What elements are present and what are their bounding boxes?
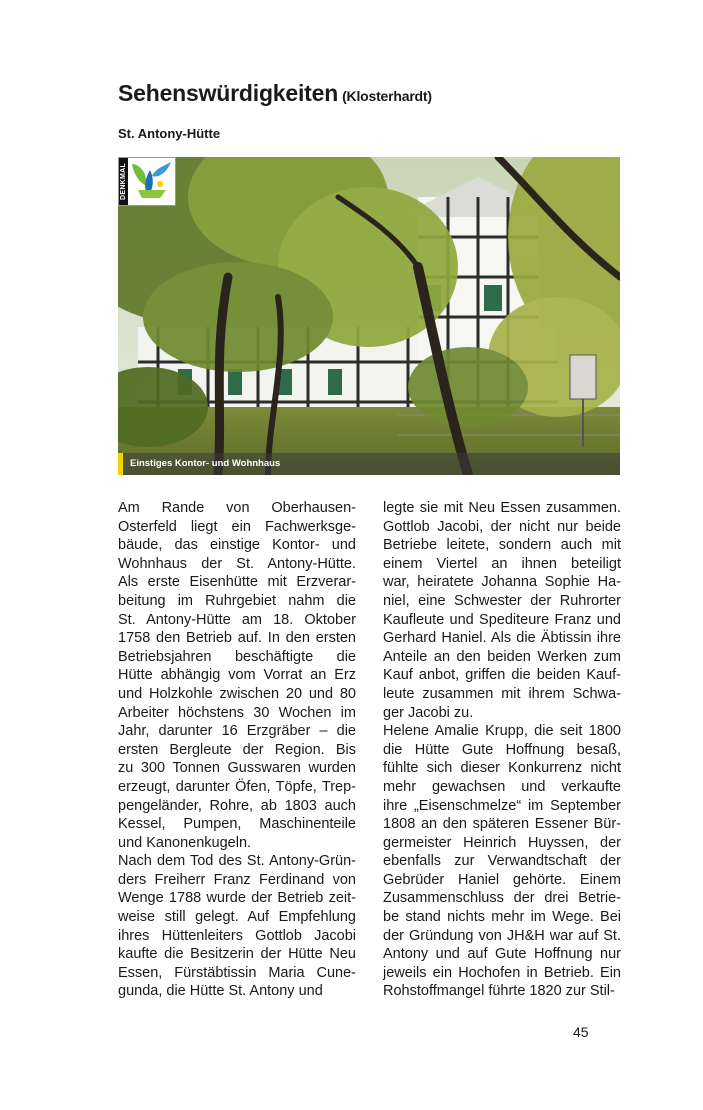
text-line: Als erste Eisenhütte mit Erzverar- [118, 574, 356, 591]
photo-caption-bar [118, 453, 620, 475]
denkmal-label: DENKMAL [119, 158, 128, 205]
page-title-location: (Klosterhardt) [342, 88, 432, 104]
text-line: pengeländer, Rohre, ab 1803 auch [118, 797, 356, 814]
text-line: Hütte abhängig vom Vorrat an Erz [118, 667, 356, 684]
text-line: der Gründung von JH&H war auf St. [383, 927, 621, 944]
text-line: ersten Bergleute der Region. Bis [118, 741, 356, 758]
text-line: Am Rande von Oberhausen- [118, 500, 356, 516]
page-number: 45 [573, 1024, 589, 1040]
text-line: germeister Heinrich Huyssen, der [383, 834, 621, 851]
text-line: bäude, das einstige Kontor- und [118, 537, 356, 554]
text-line: jeweils ein Hochofen in Betrieb. Ein [383, 964, 621, 981]
text-line: und Holzkohle zwischen 20 und 80 [118, 685, 356, 702]
text-line: ihre „Eisenschmelze“ im September [383, 797, 621, 814]
text-line: ger Jacobi zu. [383, 704, 474, 721]
text-line: erzeugt, darunter Öfen, Töpfe, Trep- [118, 778, 356, 795]
photo-illustration [118, 157, 620, 475]
text-line: zu 300 Tonnen Gusswaren wurden [118, 760, 356, 777]
page-title-main: Sehenswürdigkeiten [118, 80, 339, 106]
text-line: einem Viertel an ihnen beteiligt [383, 555, 621, 572]
page-title [118, 80, 432, 107]
text-line: mehr gewachsen und verkaufte [383, 778, 621, 795]
text-column-right [383, 499, 621, 1001]
text-line: Rohstoffmangel führte 1820 zur Stil- [383, 983, 615, 1000]
text-line: Gebrüder Haniel gehörte. Einem [383, 871, 621, 888]
text-line: ihres Hüttenleiters Gottlob Jacobi [118, 927, 356, 944]
text-line: ebenfalls zur Verwandtschaft der [383, 853, 621, 870]
text-line: war, heiratete Johanna Sophie Ha- [383, 574, 621, 591]
text-line: und Kanonenkugeln. [118, 834, 252, 851]
section-heading: St. Antony-Hütte [118, 126, 221, 141]
text-line: 1808 an den späteren Essener Bür- [383, 816, 621, 833]
text-line: Essen, Fürstäbtissin Maria Cune- [118, 964, 356, 981]
text-line: Jahr, darunter 16 Erzgräber – die [118, 723, 356, 740]
text-line: Helene Amalie Krupp, die seit 1800 [383, 723, 621, 740]
text-line: leute zusammen mit ihrem Schwa- [383, 685, 621, 702]
text-line: niel, eine Schwester der Ruhrorter [383, 592, 621, 609]
text-column-left [118, 499, 356, 1001]
text-line: St. Antony-Hütte am 18. Oktober [118, 611, 356, 628]
denkmal-badge [118, 157, 176, 206]
text-line: be stand nichts mehr im Wege. Bei [383, 909, 621, 926]
text-line: Arbeiter höchstens 30 Wochen im [118, 704, 356, 721]
text-line: die Hütte Gute Hoffnung besaß, [383, 741, 621, 758]
text-line: Kauf anbot, griffen die beiden Kauf- [383, 667, 621, 684]
text-line: Anteile an den beiden Werken zum [383, 648, 621, 665]
caption-marker [118, 453, 123, 475]
text-line: Nach dem Tod des St. Antony-Grün- [118, 853, 356, 870]
text-line: Betriebsjahren beschäftigte die [118, 648, 356, 665]
text-line: Kessel, Pumpen, Maschinenteile [118, 816, 356, 833]
text-line: Antony und auf Gute Hoffnung nur [383, 946, 621, 963]
text-line: Betriebe leitete, sondern auch mit [383, 537, 621, 554]
photo-caption: Einstiges Kontor- und Wohnhaus [130, 458, 281, 469]
text-line: Zusammenschluss der drei Betrie- [383, 890, 621, 907]
text-line: gunda, die Hütte St. Antony und [118, 983, 323, 1000]
text-line: fühlte sich dieser Konkurrenz nicht [383, 760, 621, 777]
text-line: beitung im Ruhrgebiet nahm die [118, 592, 356, 609]
text-line: kaufte die Besitzerin der Hütte Neu [118, 946, 356, 963]
text-line: Gottlob Jacobi, der nicht nur beide [383, 518, 621, 535]
text-line: Wohnhaus der St. Antony-Hütte. [118, 555, 356, 572]
photo-building [118, 157, 620, 475]
text-line: Kaufleute und Spediteure Franz und [383, 611, 621, 628]
text-line: 1758 den Betrieb auf. In den ersten [118, 630, 356, 647]
text-line: ders Freiherr Franz Ferdinand von [118, 871, 356, 888]
text-line: weise still gelegt. Auf Empfehlung [118, 909, 356, 926]
text-line: Gerhard Haniel. Als die Äbtissin ihre [383, 630, 621, 647]
text-line: Wenge 1788 wurde der Betrieb zeit- [118, 890, 356, 907]
text-line: legte sie mit Neu Essen zusammen. [383, 500, 621, 516]
denkmal-logo-icon [130, 160, 173, 203]
text-line: Osterfeld liegt ein Fachwerksge- [118, 518, 356, 535]
